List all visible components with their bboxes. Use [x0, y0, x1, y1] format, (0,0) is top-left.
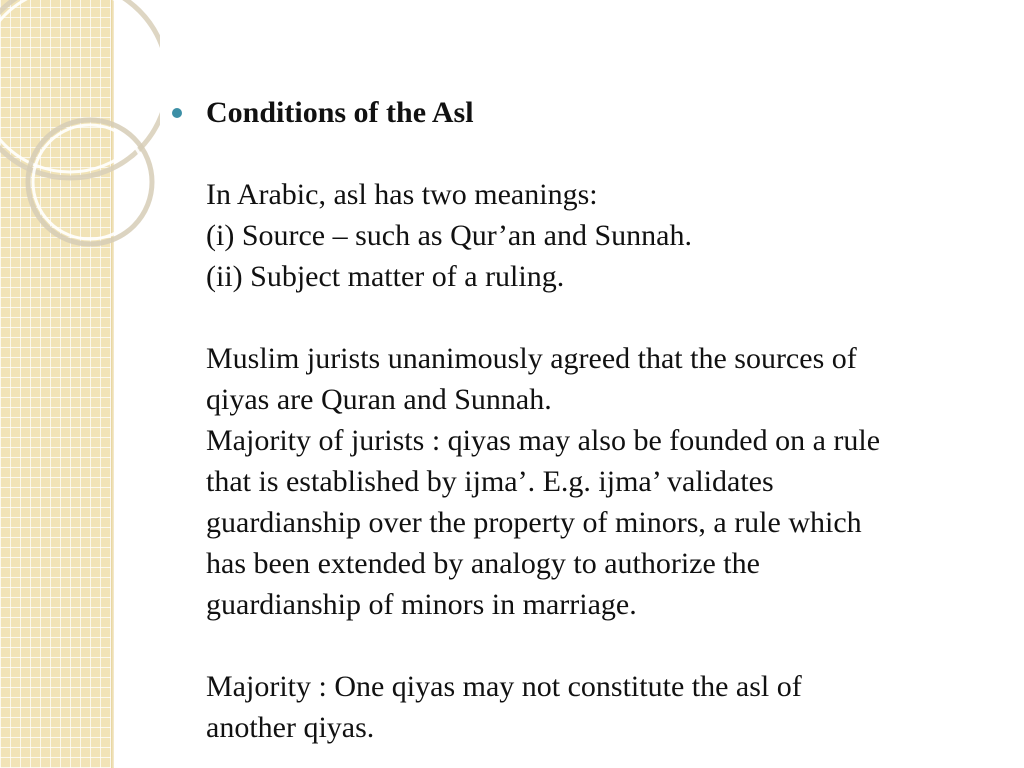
lower-ring	[28, 120, 152, 244]
lower-ring-highlight	[33, 125, 147, 239]
slide-content	[168, 92, 988, 748]
spacer	[206, 133, 988, 174]
text-line: another qiyas.	[206, 711, 375, 744]
section-heading: Conditions of the Asl	[206, 96, 474, 129]
majority-block	[206, 666, 988, 748]
text-line: guardianship of minors in marriage.	[206, 588, 637, 621]
decorative-rings-graphic	[0, 0, 160, 260]
meanings-block	[206, 174, 988, 297]
text-line: Majority : One qiyas may not constitute the asl of	[206, 670, 802, 703]
text-line: Muslim jurists unanimously agreed that the sources of	[206, 342, 857, 375]
spacer	[206, 625, 988, 666]
text-line: In Arabic, asl has two meanings:	[206, 178, 598, 211]
sources-block	[206, 338, 988, 625]
spacer	[206, 297, 988, 338]
text-line: has been extended by analogy to authorize the	[206, 547, 760, 580]
text-line: (i) Source – such as Qur’an and Sunnah.	[206, 219, 692, 252]
text-line: that is established by ijma’. E.g. ijma’ validates	[206, 465, 774, 498]
text-line: Majority of jurists : qiyas may also be founded on a rule	[206, 424, 881, 457]
text-line: guardianship over the property of minors, a rule which	[206, 506, 862, 539]
bullet-dot-icon	[172, 108, 182, 118]
text-line: (ii) Subject matter of a ruling.	[206, 260, 565, 293]
bullet-item	[168, 92, 988, 748]
text-line: qiyas are Quran and Sunnah.	[206, 383, 552, 416]
outer-ring	[0, 0, 160, 178]
